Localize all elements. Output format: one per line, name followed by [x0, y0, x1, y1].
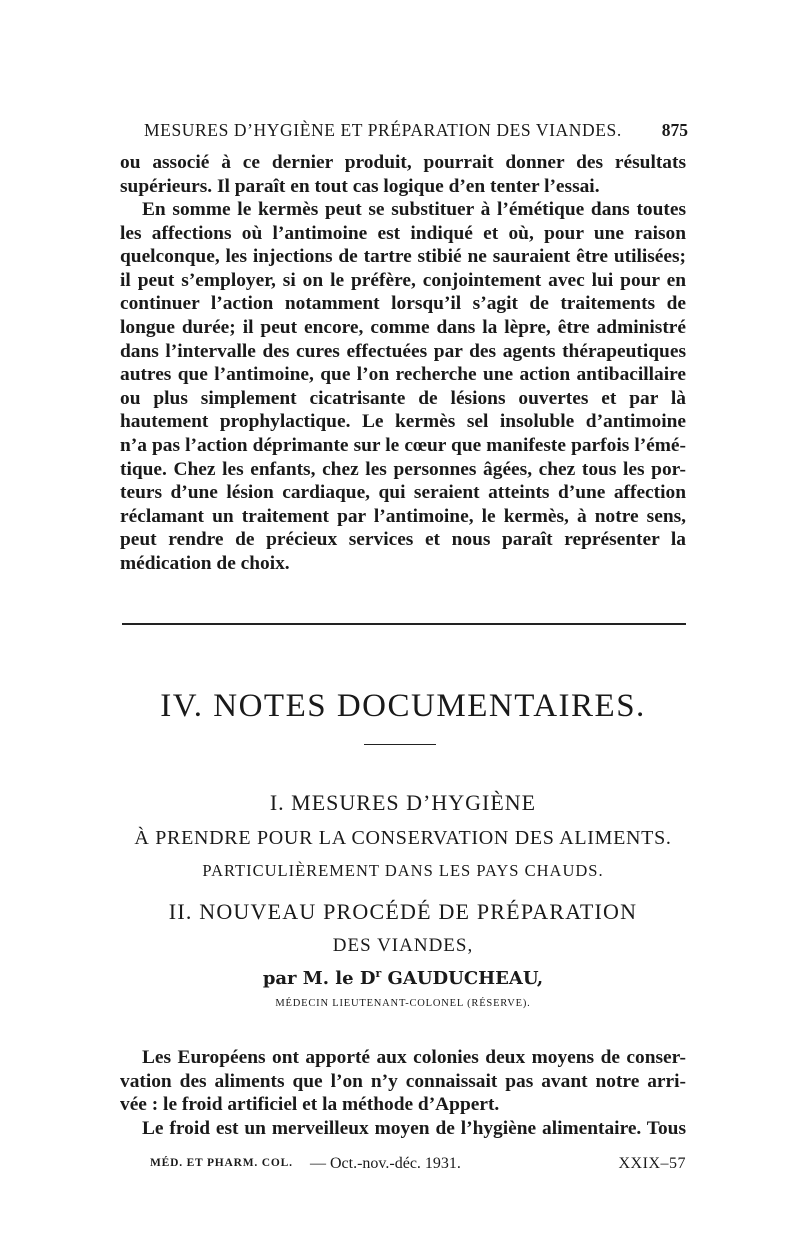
running-head	[118, 120, 688, 144]
text-line: médication de choix.	[120, 552, 290, 574]
author-rank: MÉDECIN LIEUTENANT-COLONEL (RÉSERVE).	[275, 998, 531, 1009]
text-line: ou associé à ce dernier produit, pourrait donner des résultats	[120, 152, 686, 173]
text-line: peut rendre de précieux services et nous paraît représenter la	[120, 529, 686, 551]
author-name: GAUDUCHEAU,	[381, 968, 544, 989]
footer-journal: MÉD. ET PHARM. COL.	[150, 1157, 293, 1169]
footer-date: — Oct.-nov.-déc. 1931.	[310, 1155, 461, 1172]
running-head-title: MESURES D’HYGIÈNE ET PRÉPARATION DES VIANDES.	[144, 120, 622, 140]
text-line: ou plus simplement cicatrisante de lésions ouvertes et par là	[120, 387, 686, 409]
article-title-line-4: II. NOUVEAU PROCÉDÉ DE PRÉPARATION	[168, 899, 638, 924]
text-line: hautement prophylactique. Le kermès sel insoluble d’antimoine	[120, 411, 686, 433]
section-heading: IV. NOTES DOCUMENTAIRES.	[160, 688, 646, 724]
text-line: vation des aliments que l’on n’y connaissait pas avant notre arri-	[120, 1070, 686, 1092]
text-line: Le froid est un merveilleux moyen de l’hygiène alimentaire. Tous	[142, 1118, 686, 1139]
page-number: 875	[661, 120, 688, 140]
text-line: supérieurs. Il paraît en tout cas logique d’en tenter l’essai.	[120, 175, 600, 197]
text-line: les affections où l’antimoine est indiqué et où, pour une raison	[120, 222, 686, 244]
paragraph-continuation	[120, 151, 686, 198]
text-line: teurs d’une lésion cardiaque, qui seraient atteints d’une affection	[120, 482, 686, 504]
text-line: tique. Chez les enfants, chez les personnes âgées, chez tous les por-	[120, 458, 686, 480]
text-line: En somme le kermès peut se substituer à l’émétique dans toutes	[142, 199, 686, 220]
text-line: autres que l’antimoine, que l’on recherche une action antibacillaire	[120, 364, 686, 386]
author-byline	[120, 967, 686, 989]
paragraph-kermes	[120, 198, 686, 576]
byline-prefix: par M. le D	[262, 968, 376, 989]
text-line: il peut s’employer, si on le préfère, conjointement avec lui pour en	[120, 269, 686, 291]
heading-rule	[364, 744, 436, 745]
article-title-line-2: À PRENDRE POUR LA CONSERVATION DES ALIMENTS.	[134, 827, 672, 849]
paragraph-europeens	[120, 1046, 686, 1117]
text-line: Les Européens ont apporté aux colonies deux moyens de conser-	[142, 1047, 686, 1068]
article-title-line-5: DES VIANDES,	[332, 935, 474, 956]
text-line: quelconque, les injections de tartre stibié ne sauraient être utilisées;	[120, 246, 686, 268]
text-line: n’a pas l’action déprimante sur le cœur que manifeste parfois l’émé-	[120, 434, 686, 456]
text-line: vée : le froid artificiel et la méthode d’Appert.	[120, 1094, 500, 1116]
text-line: continuer l’action notamment lorsqu’il s’agit de traitements de	[120, 293, 686, 315]
page-footer	[150, 1155, 686, 1177]
footer-volume: XXIX–57	[618, 1155, 686, 1172]
article-title-line-3: PARTICULIÈREMENT DANS LES PAYS CHAUDS.	[202, 861, 604, 880]
byline-sup: r	[375, 967, 382, 980]
text-line: longue durée; il peut encore, comme dans la lèpre, être administré	[120, 316, 686, 338]
section-divider	[122, 623, 686, 625]
text-line: dans l’intervalle des cures effectuées par des agents thérapeutiques	[120, 340, 686, 362]
article-title-line-1: I. MESURES D’HYGIÈNE	[269, 790, 537, 815]
paragraph-froid	[120, 1117, 686, 1141]
text-line: réclamant un traitement par l’antimoine, le kermès, à notre sens,	[120, 505, 686, 527]
